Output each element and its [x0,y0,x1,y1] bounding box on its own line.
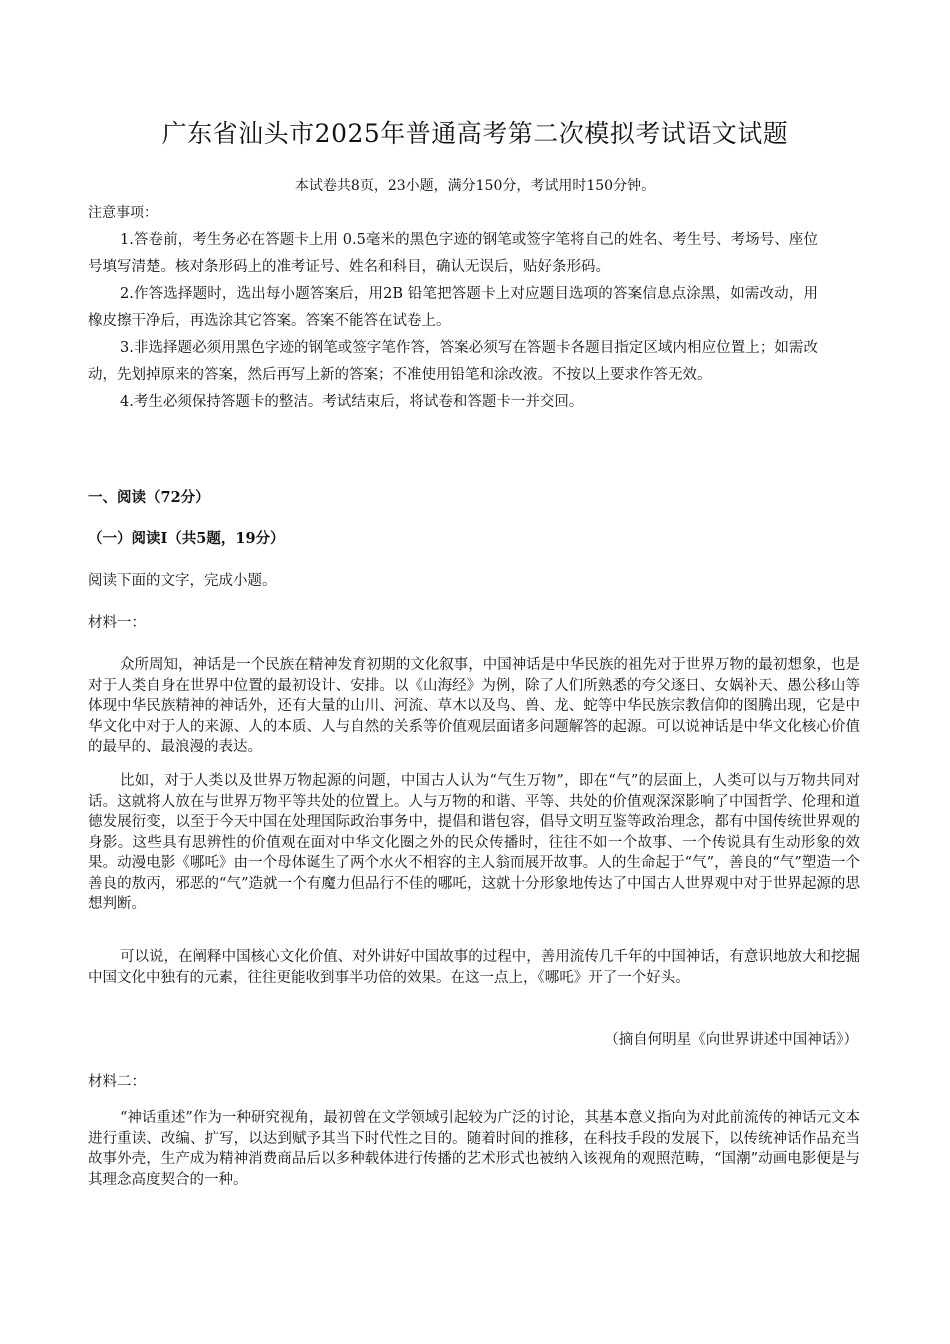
notice-list [88,227,818,416]
section-subheading: （一）阅读Ⅰ（共5题，19分） [88,530,285,547]
material-two-label: 材料二： [88,1074,146,1090]
material-one-paragraph-3: 可以说，在阐释中国核心文化价值、对外讲好中国故事的过程中，善用流传几千年的中国神话，有意识地放大和挖掘中国文化中独有的元素，往往更能收到事半功倍的效果。在这一点上，《哪吒》开了一个好头。 [88,949,860,986]
notice-heading: 注意事项： [88,205,158,221]
section-heading: 一、阅读（72分） [88,489,210,506]
notice-item-3: 3.非选择题必须用黑色字迹的钢笔或签字笔作答，答案必须写在答题卡各题目指定区域内相应位置上；如需改动，先划掉原来的答案，然后再写上新的答案；不准使用铅笔和涂改液。不按以上要求作答无效。 [88,340,818,383]
notice-item-4: 4.考生必须保持答题卡的整洁。考试结束后，将试卷和答题卡一并交回。 [120,394,584,410]
material-one-source: （摘自何明星《向世界讲述中国神话》） [604,1032,858,1048]
notice-item-2: 2.作答选择题时，选出每小题答案后，用2B 铅笔把答题卡上对应题目选项的答案信息点涂黑，如需改动，用橡皮擦干净后，再选涂其它答案。答案不能答在试卷上。 [88,286,818,329]
material-one-paragraph-2: 比如，对于人类以及世界万物起源的问题，中国古人认为“气生万物”，即在“气”的层面上，人类可以与万物共同对话。这就将人放在与世界万物平等共处的位置上。人与万物的和谐、平等、共处的价值观深深影响了中国哲学、伦理和道德发展衍变，以至于今天中国在处理国际政治事务中，提倡和谐包容，倡导文明互鉴等政治理念，都有中国传统世界观的身影。这些具有思辨性的价值观在面对中华文化圈之外的民众传播时，往往不如一个故事、一个传说具有生动形象的效果。动漫电影《哪吒》由一个母体诞生了两个水火不相容的主人翁而展开故事。人的生命起于“气”，善良的“气”塑造一个善良的敖丙，邪恶的“气”造就一个有魔力但品行不佳的哪吒，这就十分形象地传达了中国古人世界观中对于世界起源的思想判断。 [88,773,860,912]
material-one-paragraph-1: 众所周知，神话是一个民族在精神发育初期的文化叙事，中国神话是中华民族的祖先对于世界万物的最初想象，也是对于人类自身在世界中位置的最初设计、安排。以《山海经》为例，除了人们所熟悉的夸父逐日、女娲补天、愚公移山等体现中华民族精神的神话外，还有大量的山川、河流、草木以及鸟、兽、龙、蛇等中华民族宗教信仰的图腾出现，它是中华文化中对于人的来源、人的本质、人与自然的关系等价值观层面诸多问题解答的起源。可以说神话是中华文化核心价值的最早的、最浪漫的表达。 [88,657,860,755]
material-one-label: 材料一： [88,615,146,631]
material-two-paragraph-1: “神话重述”作为一种研究视角，最初曾在文学领域引起较为广泛的讨论，其基本意义指向为对此前流传的神话元文本进行重读、改编、扩写，以达到赋予其当下时代性之目的。随着时间的推移，在科技手段的发展下，以传统神话作品充当故事外壳，生产成为精神消费商品后以多种载体进行传播的艺术形式也被纳入该视角的观照范畴，“国潮”动画电影便是与其理念高度契合的一种。 [88,1110,860,1188]
exam-info: 本试卷共8页，23小题，满分150分，考试用时150分钟。 [294,178,656,194]
exam-title: 广东省汕头市2025年普通高考第二次模拟考试语文试题 [161,119,789,148]
notice-item-1: 1.答卷前，考生务必在答题卡上用 0.5毫米的黑色字迹的钢笔或签字笔将自己的姓名、考生号、考场号、座位号填写清楚。核对条形码上的准考证号、姓名和科目，确认无误后，贴好条形码。 [88,232,818,275]
section-instruction: 阅读下面的文字，完成小题。 [88,573,277,589]
